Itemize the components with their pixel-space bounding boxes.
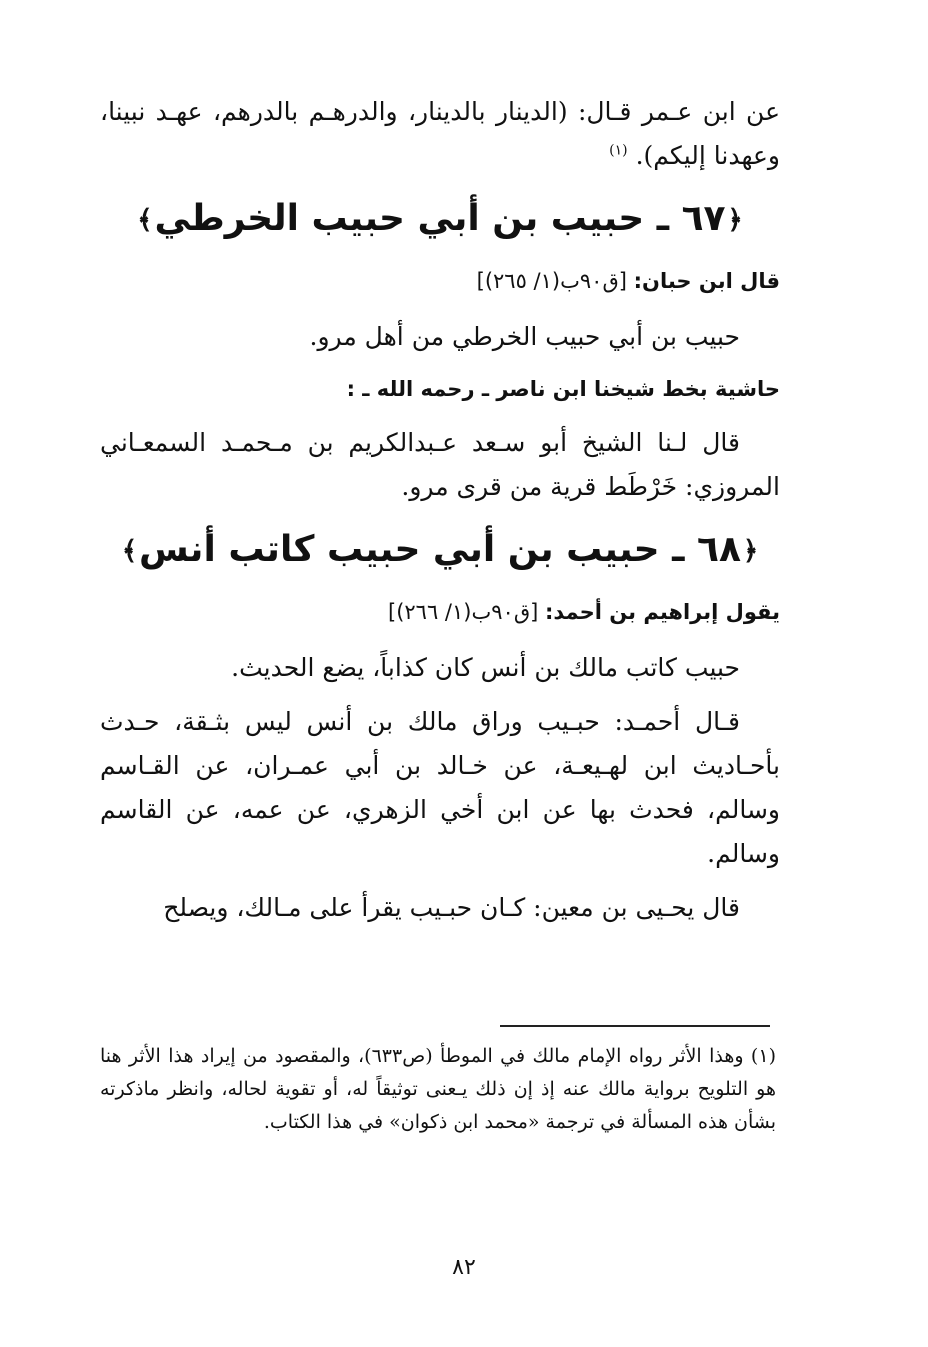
speaker: قال ابن حبان: — [633, 269, 780, 293]
footnote-reference: (١) — [609, 142, 628, 159]
source-line-67 — [100, 261, 780, 301]
manuscript-reference: [ق٩٠ب(١/ ٢٦٥)] — [476, 269, 627, 293]
intro-text: عن ابن عـمر قـال: (الدينار بالدينار، والدرهـم بالدرهم، عهـد نبينا، وعهدنا إليكم). — [100, 97, 780, 170]
entry-paragraph: قـال أحمـد: حبـيب وراق مالك بن أنس ليس بثـقة، حـدث بأحـاديث ابن لهـيعـة، عن خـالد بن أبي عمـران، عن القـاسم وسالم، فحدث بها عن ابن أخي الزهري، عن عمه، عن القاسم وسالم. — [100, 707, 780, 868]
footnote: (١) وهذا الأثر رواه الإمام مالك في الموطأ (ص٦٣٣)، والمقصود من إيراد هذا الأثر هنا هو التلويح برواية مالك عنه إذ إن ذلك يـعنى توثيقاً له، أو تقوية لحاله، وانظر ماذكرته بشأن هذه المسألة في ترجمة «محمد ابن ذكوان» في هذا الكتاب. — [100, 1045, 776, 1133]
margin-note-paragraph: قال لـنا الشيخ أبو سـعد عـبدالكريم بن مـحمـد السمعـاني المروزي: خَرْطَط قرية من قرى مرو. — [100, 428, 780, 501]
entry-title-67 — [100, 192, 780, 247]
ornament-open: ﴿ — [727, 205, 743, 235]
ornament-close: ﴾ — [121, 536, 138, 566]
entry-title-text: ٦٧ ـ حبيب بن أبي حبيب الخرطي — [154, 198, 726, 239]
margin-note-heading: حاشية بخط شيخنا ابن ناصر ـ رحمه الله ـ : — [346, 377, 780, 401]
page-number: ٨٢ — [452, 1255, 476, 1280]
speaker: يقول إبراهيم بن أحمد: — [545, 600, 780, 624]
intro-paragraph — [100, 90, 780, 178]
entry-paragraph: حبيب بن أبي حبيب الخرطي من أهل مرو. — [309, 322, 740, 351]
entry-paragraph: قال يحـيى بن معين: كـان حبـيب يقرأ على مـالك، ويصلح — [163, 893, 740, 922]
entry-paragraph: حبيب كاتب مالك بن أنس كان كذاباً، يضع الحديث. — [231, 653, 740, 682]
source-line-68 — [100, 592, 780, 632]
entry-title-text: ٦٨ ـ حبيب بن أبي حبيب كاتب أنس — [139, 529, 741, 570]
footnote-divider — [500, 1025, 770, 1027]
manuscript-reference: [ق٩٠ب(١/ ٢٦٦)] — [388, 600, 539, 624]
ornament-open: ﴿ — [742, 536, 759, 566]
entry-title-68 — [100, 523, 780, 578]
page-body — [100, 90, 780, 940]
ornament-close: ﴾ — [137, 205, 153, 235]
